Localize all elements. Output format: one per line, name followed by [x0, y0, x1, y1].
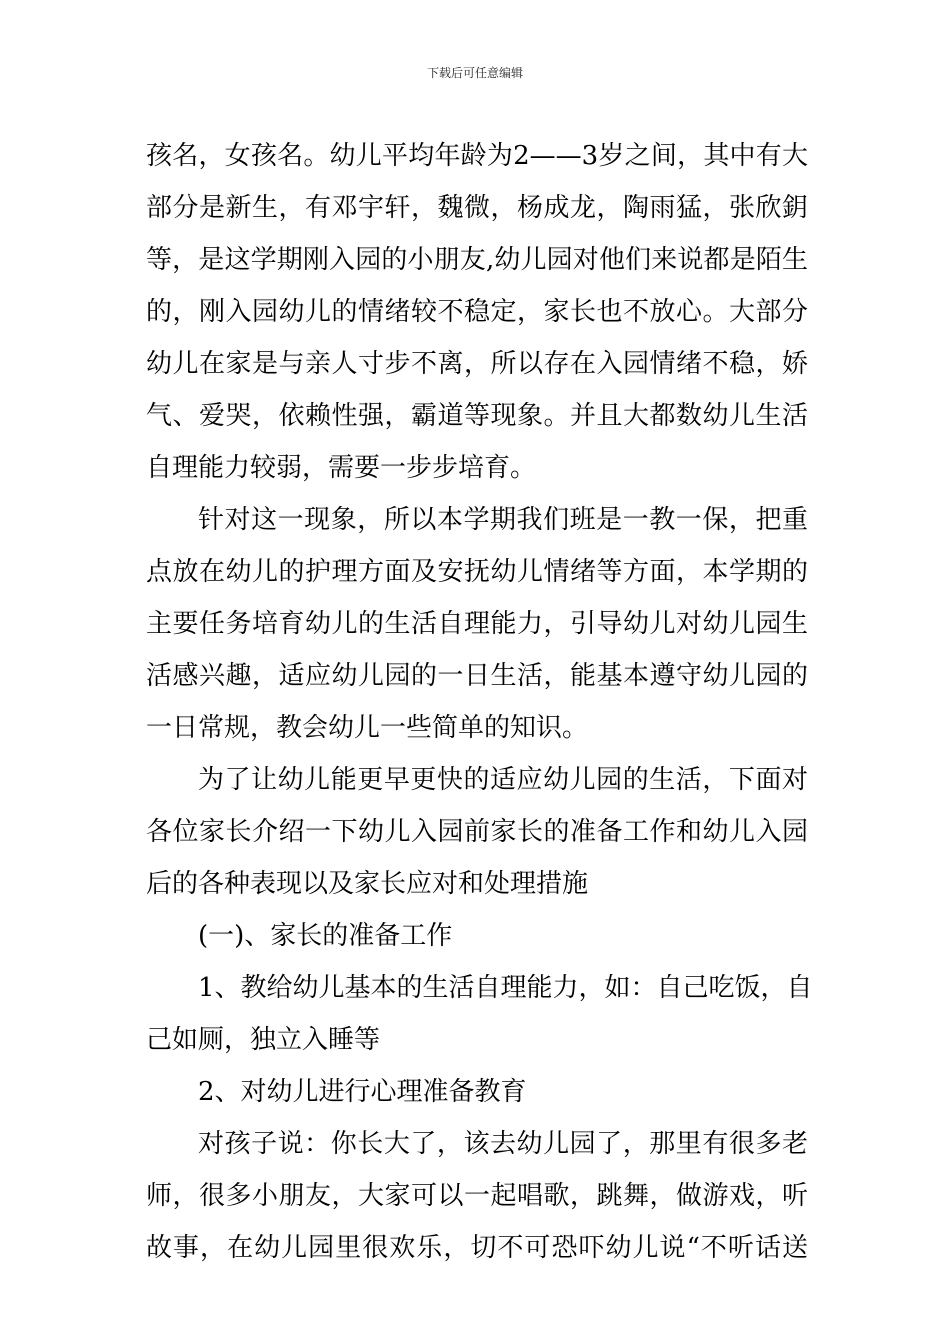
paragraph-start-line: 为了让幼儿能更早更快的适应幼儿园的生活，下面对	[198, 765, 808, 795]
text-line: 各位家长介绍一下幼儿入园前家长的准备工作和幼儿入园	[146, 817, 808, 847]
text-line: 幼儿在家是与亲人寸步不离，所以存在入园情绪不稳，娇	[146, 349, 808, 379]
text-line: 孩名，女孩名。幼儿平均年龄为2——3岁之间，其中有大	[146, 141, 808, 171]
text-line: 主要任务培育幼儿的生活自理能力，引导幼儿对幼儿园生	[146, 609, 808, 639]
page-header: 下载后可任意编辑	[426, 66, 523, 80]
text-line: 己如厕，独立入睡等	[146, 1025, 381, 1055]
text-line: 一日常规，教会幼儿一些简单的知识。	[146, 713, 589, 743]
text-line: 等，是这学期刚入园的小朋友,幼儿园对他们来说都是陌生	[146, 245, 808, 275]
text-line: 故事，在幼儿园里很欢乐，切不可恐吓幼儿说“不听话送	[146, 1233, 808, 1263]
paragraph-start-line: 1、教给幼儿基本的生活自理能力，如：自己吃饭，自	[198, 973, 813, 1003]
text-line: 后的各种表现以及家长应对和处理措施	[146, 869, 589, 899]
paragraph-start-line: 对孩子说：你长大了，该去幼儿园了，那里有很多老	[198, 1129, 808, 1159]
paragraph-start-line: 针对这一现象，所以本学期我们班是一教一保，把重	[198, 505, 808, 535]
text-line: 活感兴趣，适应幼儿园的一日生活，能基本遵守幼儿园的	[146, 661, 808, 691]
text-line: 气、爱哭，依赖性强，霸道等现象。并且大都数幼儿生活	[146, 401, 808, 431]
text-line: 点放在幼儿的护理方面及安抚幼儿情绪等方面，本学期的	[146, 557, 808, 587]
text-line: 师，很多小朋友，大家可以一起唱歌，跳舞，做游戏，听	[146, 1181, 808, 1211]
list-item-heading: 2、对幼儿进行心理准备教育	[198, 1077, 527, 1107]
text-line: 自理能力较弱，需要一步步培育。	[146, 453, 537, 483]
section-heading: (一)、家长的准备工作	[198, 921, 453, 951]
text-line: 部分是新生，有邓宇轩，魏微，杨成龙，陶雨猛，张欣鈅	[146, 193, 808, 223]
text-line: 的，刚入园幼儿的情绪较不稳定，家长也不放心。大部分	[146, 297, 808, 327]
document-body	[146, 130, 813, 1274]
